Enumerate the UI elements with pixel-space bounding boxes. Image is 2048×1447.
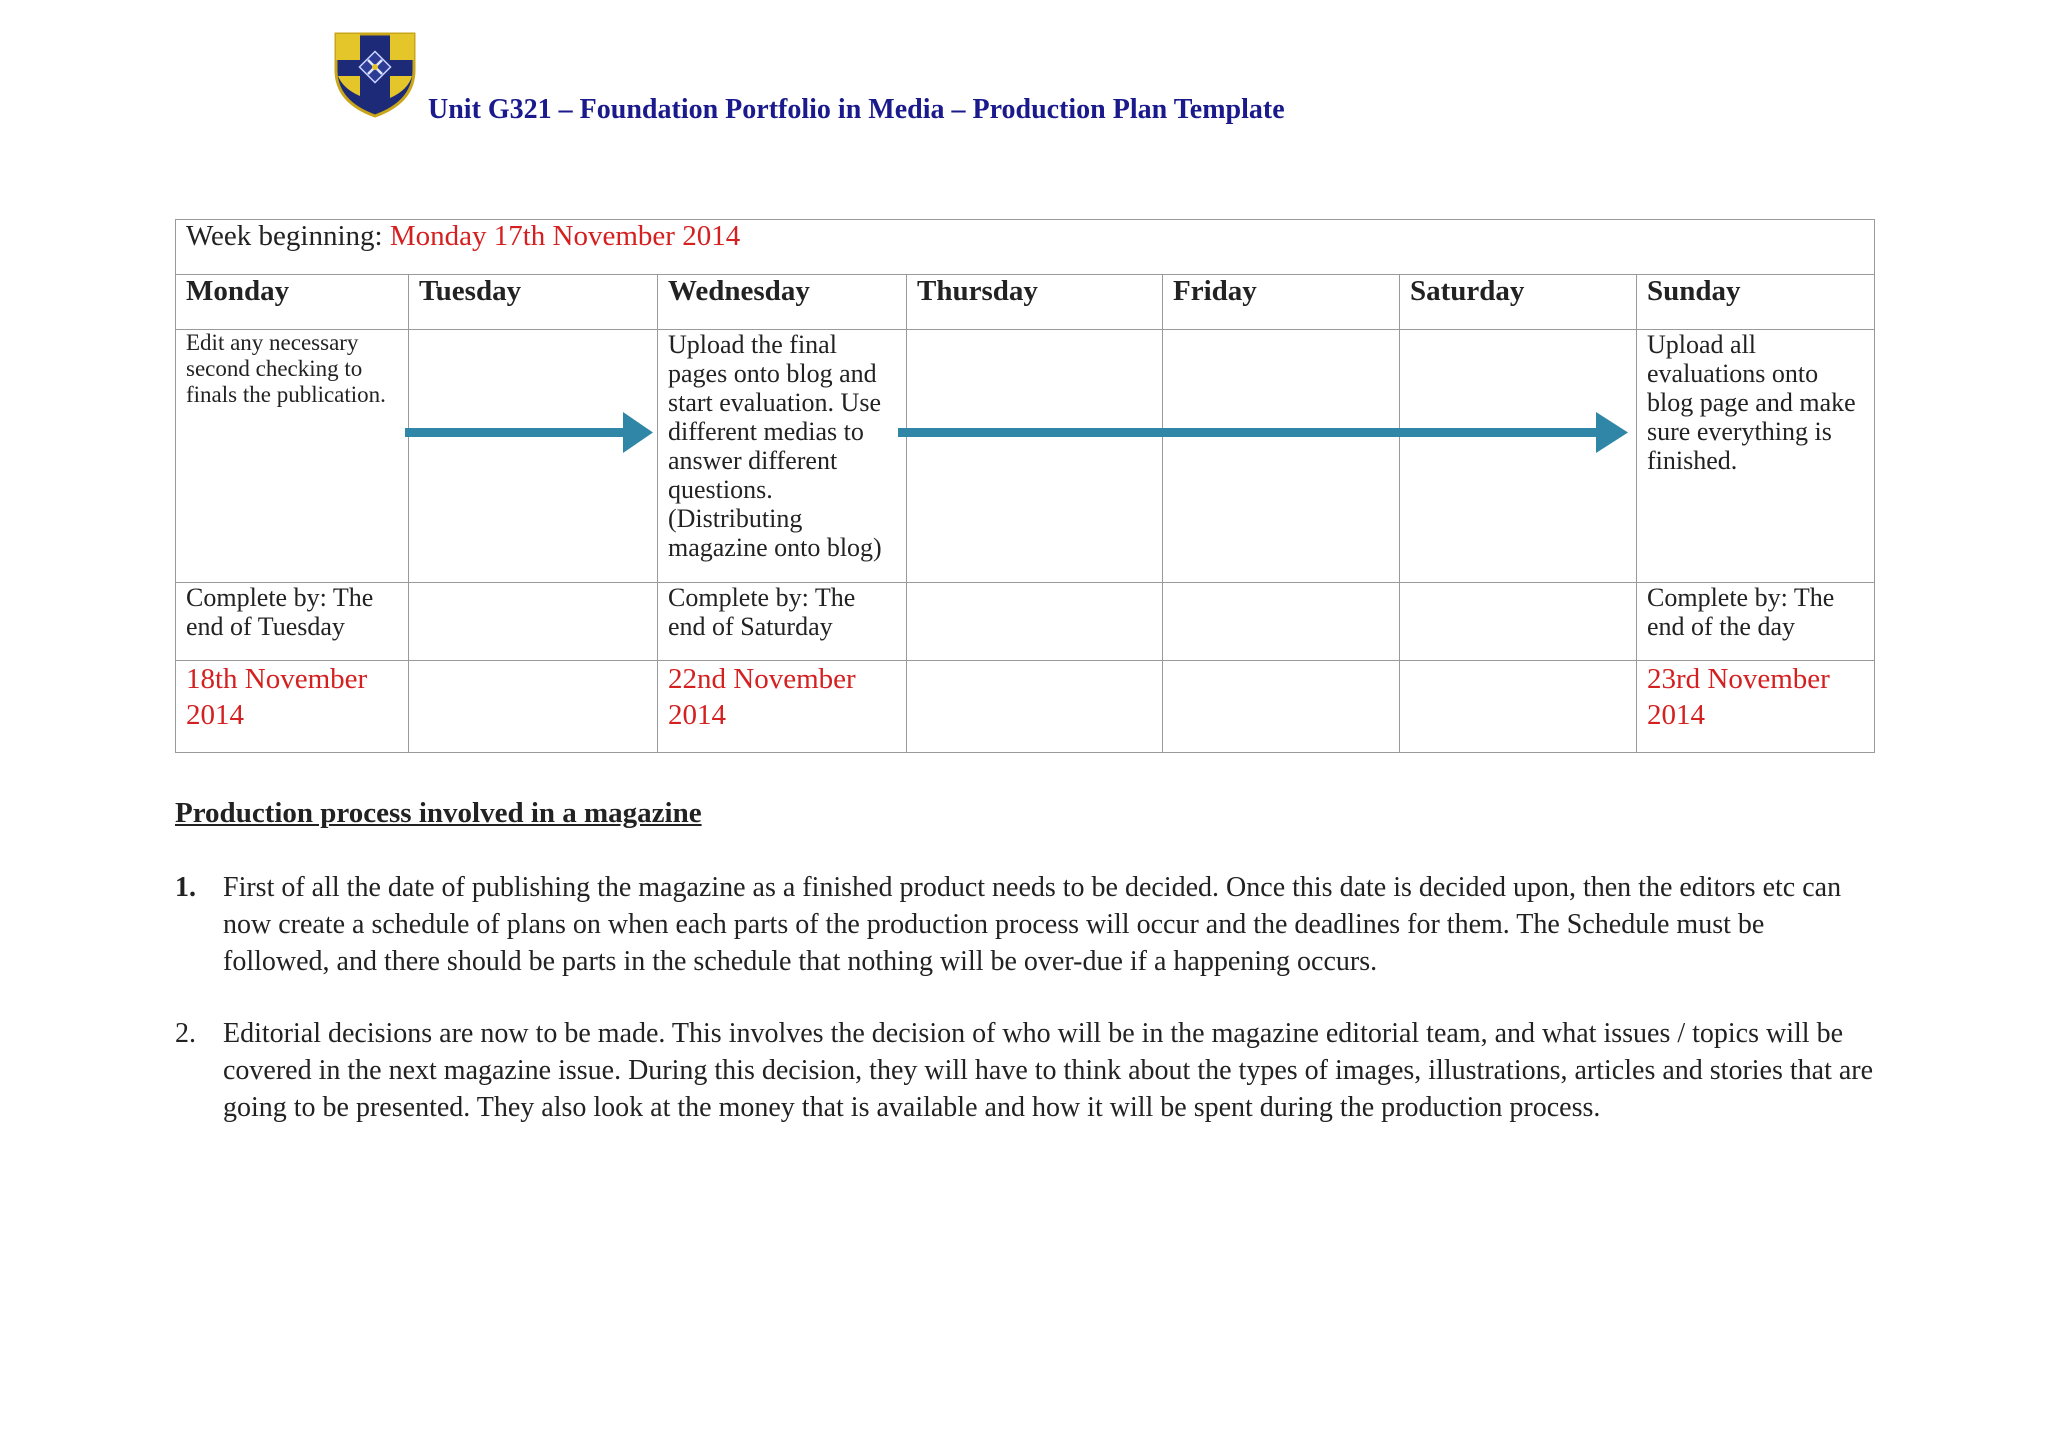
complete-by-row <box>176 583 1875 661</box>
day-header-tuesday: Tuesday <box>409 275 658 330</box>
week-date: Monday 17th November 2014 <box>389 220 741 252</box>
complete-by-friday <box>1163 583 1400 661</box>
complete-by-thursday <box>907 583 1163 661</box>
complete-by-tuesday <box>409 583 658 661</box>
task-monday: Edit any necessary second checking to finals the publication. <box>176 330 409 583</box>
list-text: Editorial decisions are now to be made. This involves the decision of who will be in the magazine editorial team, and what issues / topics will be covered in the next magazine issue. During this decision, they will have to think about the types of images, illustrations, articles and stories that are going to be presented. They also look at the money that is available and how it will be spent during the production process. <box>223 1018 1874 1123</box>
day-header-thursday: Thursday <box>907 275 1163 330</box>
date-tuesday <box>409 661 658 753</box>
task-wednesday: Upload the final pages onto blog and start evaluation. Use different medias to answer different questions. (Distributing magazine onto blog) <box>658 330 907 583</box>
day-header-saturday: Saturday <box>1400 275 1637 330</box>
day-header-row <box>176 275 1875 330</box>
school-crest-icon <box>330 26 420 120</box>
complete-by-sunday: Complete by: The end of the day <box>1637 583 1875 661</box>
list-number: 2. <box>175 1018 196 1049</box>
week-beginning-row <box>176 220 1875 275</box>
right-arrow-icon <box>405 408 655 458</box>
date-monday: 18th November 2014 <box>176 661 409 753</box>
list-text: First of all the date of publishing the magazine as a finished product needs to be decided. Once this date is decided upon, then the editors etc can now create a schedule of plans on when each parts of the production process will occur and the deadlines for them. The Schedule must be followed, and there should be parts in the schedule that nothing will be over-due if a happening occurs. <box>223 872 1842 977</box>
deadline-date-row <box>176 661 1875 753</box>
day-header-friday: Friday <box>1163 275 1400 330</box>
week-beginning-cell <box>176 220 1875 275</box>
day-header-monday: Monday <box>176 275 409 330</box>
complete-by-wednesday: Complete by: The end of Saturday <box>658 583 907 661</box>
complete-by-saturday <box>1400 583 1637 661</box>
list-item <box>175 869 1875 980</box>
date-friday <box>1163 661 1400 753</box>
date-saturday <box>1400 661 1637 753</box>
date-sunday: 23rd November 2014 <box>1637 661 1875 753</box>
complete-by-monday: Complete by: The end of Tuesday <box>176 583 409 661</box>
day-header-sunday: Sunday <box>1637 275 1875 330</box>
week-label: Week beginning: <box>186 220 390 252</box>
list-number: 1. <box>175 872 196 903</box>
right-arrow-icon <box>898 408 1630 458</box>
section-heading: Production process involved in a magazine <box>175 797 702 829</box>
document-title: Unit G321 – Foundation Portfolio in Media – Production Plan Template <box>428 94 1285 125</box>
task-sunday: Upload all evaluations onto blog page and make sure everything is finished. <box>1637 330 1875 583</box>
date-thursday <box>907 661 1163 753</box>
production-plan-table <box>175 219 1875 753</box>
date-wednesday: 22nd November 2014 <box>658 661 907 753</box>
list-item <box>175 1015 1875 1126</box>
day-header-wednesday: Wednesday <box>658 275 907 330</box>
